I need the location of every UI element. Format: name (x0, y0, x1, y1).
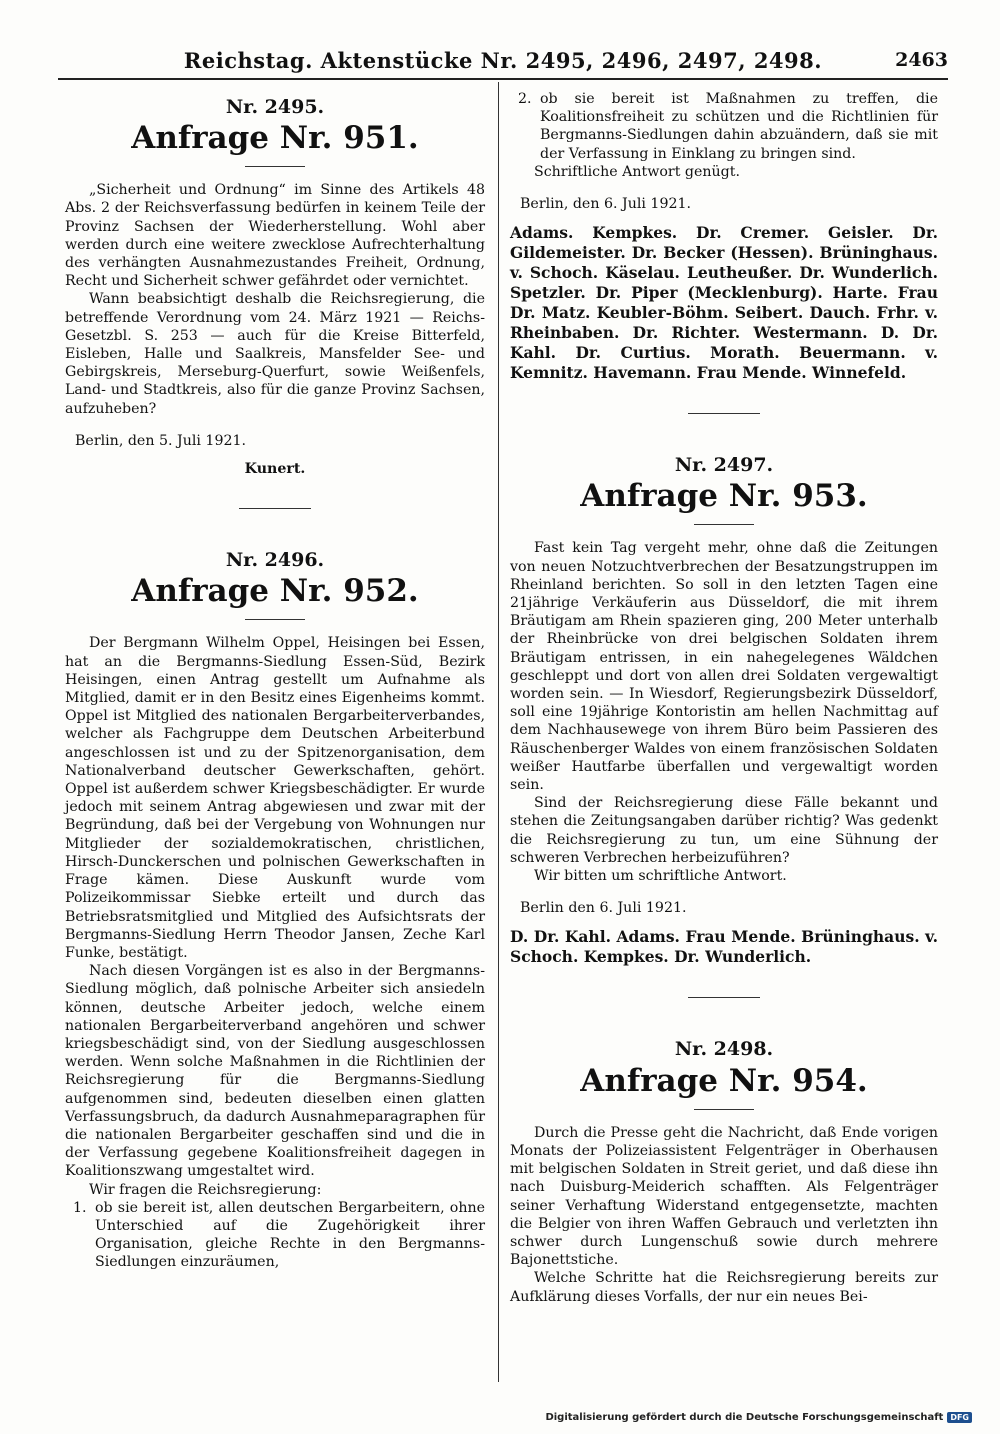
question-text: ob sie bereit ist, allen deutschen Bergarbeitern, ohne Unterschied auf die Zugehörigkeit ihrer Organisation, gleiche Rechte in den Bergmanns-Siedlungen einzuräumen, (95, 1199, 485, 1271)
paragraph: Der Bergmann Wilhelm Oppel, Heisingen bei Essen, hat an die Bergmanns-Siedlung Essen-Süd, Bezirk Heisingen, einen Antrag gestellt um Aufnahme als Mitglied, damit er in den Besitz eines Eigenheims kommt. Oppel ist Mitglied des nationalen Bergarbeiterverbandes, welcher als Fachgruppe dem Deutschen Arbeiterbund angeschlossen ist und zu der Spitzenorganisation, dem Nationalverband deutscher Gewerkschaften, gehört. Oppel ist außerdem schwer Kriegsbeschädigter. Er wurde jedoch mit seinem Antrag abgewiesen und zwar mit der Begründung, daß bei der Vergebung von Wohnungen nur Mitglieder der sozialdemokratischen, christlichen, Hirsch-Dunckerschen und polnischen Gewerkschaften in Frage kämen. Diese Auskunft wurde vom Polizeikommissar Siebke erteilt und durch das Betriebsratsmitglied und Mitglied des Aufsichtsrats der Bergmanns-Siedlung Herrn Theodor Jansen, Zeche Karl Funke, bestätigt. (65, 635, 485, 961)
footer-text: Digitalisierung gefördert durch die Deutsche Forschungsgemeinschaft (545, 1412, 944, 1423)
question-item-2 (510, 90, 938, 163)
paragraph: Sind der Reichsregierung diese Fälle bekannt und stehen die Zeitungsangaben darüber richtig? Was gedenkt die Reichsregierung zu tun, um eine Sühnung der schweren Verbrechen herbeizuführen? (510, 795, 938, 866)
left-column (65, 90, 485, 1272)
column-divider (498, 82, 499, 1382)
anfrage-heading-951: Anfrage Nr. 951. (131, 120, 419, 157)
question-item-1 (65, 1199, 485, 1272)
signature-list: Adams. Kempkes. Dr. Cremer. Geisler. Dr. Gildemeister. Dr. Becker (Hessen). Brüninghaus. v. Schoch. Käselau. Leutheußer. Dr. Wunderlich. Spetzler. Dr. Piper (Mecklenburg). Harte. Frau Dr. Matz. Keubler-Böhm. Seibert. Dauch. Frhr. v. Rheinbaben. Dr. Richter. Westermann. D. Dr. Kahl. Dr. Curtius. Morath. Beuermann. v. Kemnitz. Havemann. Frau Mende. Winnefeld. (510, 223, 938, 383)
heading-rule (694, 524, 754, 525)
dfg-logo: DFG (947, 1412, 972, 1423)
section-separator (688, 413, 760, 414)
heading-rule (245, 619, 305, 620)
paragraph: Nach diesen Vorgängen ist es also in der Bergmanns-Siedlung möglich, daß polnische Arbeiter sich ansiedeln können, deutsche Arbeiter jedoch, welche einem nationalen Bergarbeiterverband angehören und schwer kriegsbeschädigt sind, von der Siedlung ausgeschlossen werden. Wenn solche Maßnahmen in die Richtlinien der Reichsregierung für die Bergmanns-Siedlung aufgenommen sind, bedeuten dieselben einen glatten Verfassungsbruch, da dadurch Ausnahmeparagraphen für die nationalen Bergarbeiter geschaffen sind und die in der Verfassung gegebene Koalitionsfreiheit dagegen in Koalitionszwang umgestaltet wird. (65, 963, 485, 1180)
list-number: 1. (73, 1199, 87, 1216)
paragraph: Wir bitten um schriftliche Antwort. (534, 868, 787, 885)
note: Schriftliche Antwort genügt. (534, 163, 740, 180)
date-line: Berlin, den 6. Juli 1921. (520, 196, 692, 213)
paragraph: „Sicherheit und Ordnung“ im Sinne des Artikels 48 Abs. 2 der Reichsverfassung bedürfen in keinem Teile der Provinz Sachsen der Wiederherstellung. Wohl aber werden durch eine weitere zwecklose Aufrechterhaltung des verhängten Ausnahmezustandes Freiheit, Ordnung, Recht und Sicherheit schwer gefährdet oder vernichtet. (65, 182, 485, 290)
paragraph: Wann beabsichtigt deshalb die Reichsregierung, die betreffende Verordnung vom 24. März 1921 — Reichs-Gesetzbl. S. 253 — auch für die Kreise Bitterfeld, Eisleben, Halle und Saalkreis, Mansfelder See- und Gebirgskreis, Merseburg-Querfurt, sowie Weißenfels, Land- und Stadtkreis, also für die ganze Provinz Sachsen, aufzuheben? (65, 291, 485, 417)
section-number-2496: Nr. 2496. (225, 549, 325, 572)
section-separator (239, 508, 311, 509)
paragraph: Welche Schritte hat die Reichsregierung bereits zur Aufklärung dieses Vorfalls, der nur ein neues Bei- (510, 1270, 938, 1305)
page-header (58, 44, 948, 80)
page-number: 2463 (895, 49, 948, 71)
paragraph: Durch die Presse geht die Nachricht, daß Ende vorigen Monats der Polizeiassistent Felgenträger in Oberhausen mit belgischen Soldaten in Streit geriet, und daß diese ihn nach Duisburg-Meiderich schafften. Als Felgenträger seiner Verhaftung Widerstand entgegensetzte, machten die Belgier von ihren Waffen Gebrauch und verletzten ihn schwer durch Lungenschuß sowie durch mehrere Bajonettstiche. (510, 1124, 938, 1269)
section-number-2495: Nr. 2495. (225, 96, 325, 118)
anfrage-heading-952: Anfrage Nr. 952. (131, 573, 419, 610)
anfrage-heading-953: Anfrage Nr. 953. (580, 478, 868, 515)
date-line: Berlin, den 5. Juli 1921. (75, 432, 247, 449)
heading-rule (694, 1109, 754, 1110)
list-number: 2. (518, 91, 532, 107)
section-separator (688, 997, 760, 998)
right-column (510, 90, 938, 1306)
signature-list: D. Dr. Kahl. Adams. Frau Mende. Brüninghaus. v. Schoch. Kempkes. Dr. Wunderlich. (510, 927, 938, 967)
section-number-2498: Nr. 2498. (674, 1038, 774, 1061)
paragraph: Fast kein Tag vergeht mehr, ohne daß die Zeitungen von neuen Notzuchtverbrechen der Besatzungstruppen im Rheinland berichten. So soll in den letzten Tagen eine 21jährige Verkäuferin aus Düsseldorf, die mit ihrem Bräutigam am Rhein spazieren ging, 200 Meter unterhalb der Rheinbrücke von drei belgischen Soldaten ihrem Bräutigam entrissen, in ein nahegelegenes Wäldchen geschleppt und dort von allen drei Soldaten vergewaltigt worden sein. — In Wiesdorf, Regierungsbezirk Düsseldorf, soll eine 19jährige Kontoristin am hellen Nachmittag auf dem Nachhausewege von ihrem Büro beim Passieren des Räuschenberger Waldes von einem französischen Soldaten weißer Hautfarbe überfallen und vergewaltigt worden sein. (510, 540, 938, 794)
running-title: Reichstag. Aktenstücke Nr. 2495, 2496, 2497, 2498. (183, 48, 823, 73)
anfrage-heading-954: Anfrage Nr. 954. (580, 1062, 868, 1099)
paragraph: Wir fragen die Reichsregierung: (89, 1181, 322, 1198)
heading-rule (245, 166, 305, 167)
question-text: ob sie bereit ist Maßnahmen zu treffen, die Koalitionsfreiheit zu schützen und die Richtlinien für Bergmanns-Siedlungen dahin abzuändern, daß sie mit der Verfassung in Einklang zu bringen sind. (540, 91, 938, 162)
section-number-2497: Nr. 2497. (674, 454, 774, 477)
signature: Kunert. (244, 461, 306, 478)
date-line: Berlin den 6. Juli 1921. (520, 900, 687, 917)
footer-credit (545, 1412, 972, 1423)
